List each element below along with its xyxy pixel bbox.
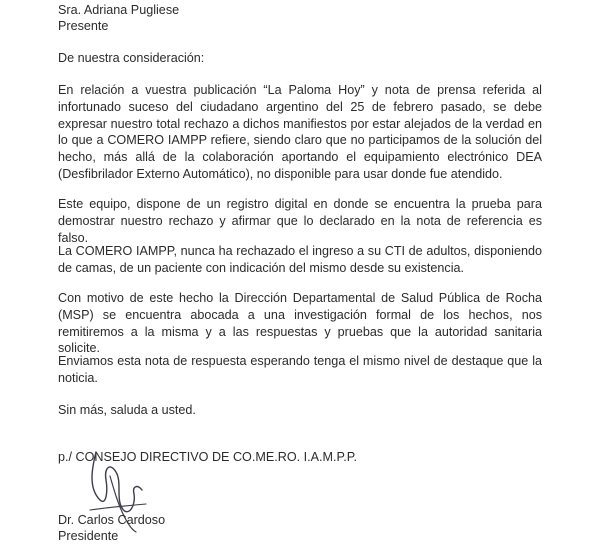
closing-line: Sin más, saluda a usted. (58, 403, 196, 417)
paragraph-5: Enviamos esta nota de respuesta esperando tenga el mismo nivel de destaque que la noticia. (58, 354, 542, 385)
paragraph-1: En relación a vuestra publicación “La Paloma Hoy” y nota de prensa referida al infortunado suceso del ciudadano argentino del 25 de febrero pasado, se debe expresar nuestro total rechazo a dichos manifiestos por estar alejados de la verdad en lo que a COMERO IAMPP refiere, siendo claro que no participamos de la solución del hecho, más allá de la colaboración aportando el equipamiento electrónico DEA (Desfibrilador Externo Automático), no disponible para usar donde fue atendido. (58, 83, 542, 181)
recipient-presente: Presente (58, 19, 109, 33)
paragraph-3: La COMERO IAMPP, nunca ha rechazado el ingreso a su CTI de adultos, disponiendo de camas, de un paciente con indicación del mismo desde su existencia. (58, 244, 542, 275)
recipient-name: Sra. Adriana Pugliese (58, 3, 180, 17)
paragraph-2: Este equipo, dispone de un registro digital en donde se encuentra la prueba para demostrar nuestro rechazo y afirmar que lo declarado en la nota de referencia es falso. (58, 197, 542, 245)
signatory-title: Presidente (58, 529, 119, 543)
signatory-name: Dr. Carlos Cardoso (58, 513, 166, 527)
paragraph-4: Con motivo de este hecho la Dirección Departamental de Salud Pública de Rocha (MSP) se encuentra abocada a una investigación formal de los hechos, nos remitiremos a la misma y a las respuestas y pruebas que la autoridad sanitaria solicite. (58, 291, 542, 356)
salutation: De nuestra consideración: (58, 51, 205, 65)
sender-org: p./ CONSEJO DIRECTIVO DE CO.ME.RO. I.A.M.P.P. (58, 450, 358, 464)
